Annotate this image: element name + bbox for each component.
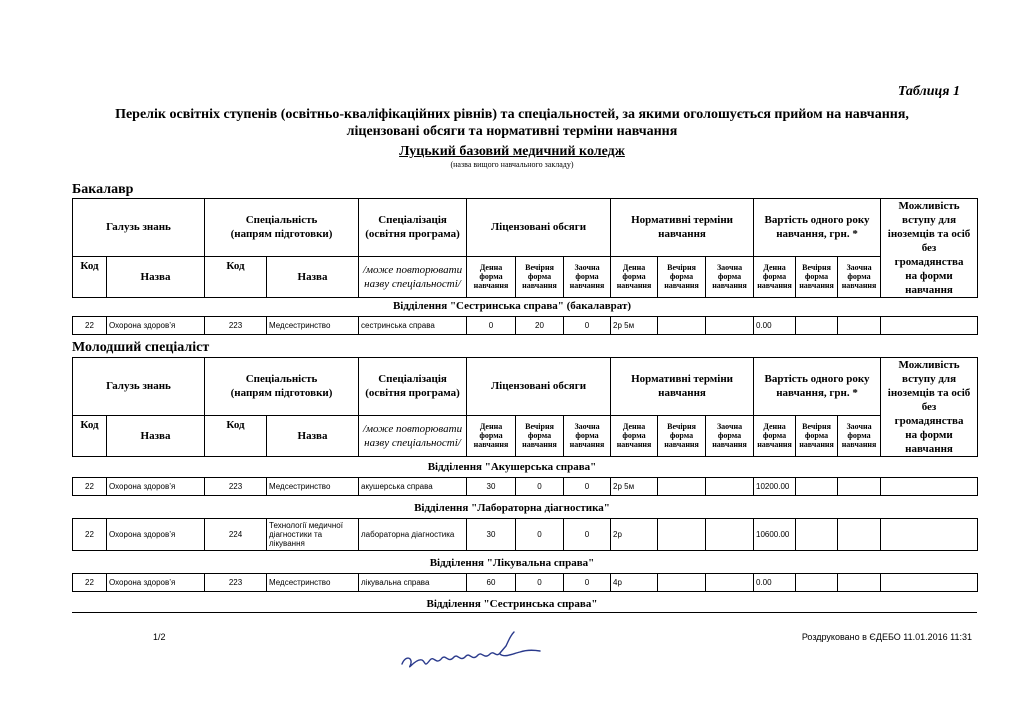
term-day: 2р bbox=[611, 519, 658, 551]
header-cost-extramural: Заочна форма навчання bbox=[838, 415, 881, 456]
specialization: сестринська справа bbox=[359, 317, 467, 335]
cost-evening bbox=[796, 478, 838, 496]
header-terms: Нормативні терміни навчання bbox=[611, 199, 754, 257]
data-table-bachelor bbox=[72, 316, 978, 335]
header-cost: Вартість одного року навчання, грн. * bbox=[754, 358, 881, 416]
department-heading-bachelor: Відділення "Сестринська справа" (бакалаврат) bbox=[392, 300, 632, 312]
department-heading-medical: Відділення "Лікувальна справа" bbox=[429, 557, 595, 569]
department-heading-lab: Відділення "Лабораторна діагностика" bbox=[414, 502, 610, 514]
header-terms-day: Денна форма навчання bbox=[611, 415, 658, 456]
header-field: Галузь знань bbox=[73, 199, 205, 257]
field-name: Охорона здоров’я bbox=[107, 519, 205, 551]
header-cost-evening: Вечірня форма навчання bbox=[796, 415, 838, 456]
cost-day: 0.00 bbox=[754, 317, 796, 335]
specialization: лікувальна справа bbox=[359, 574, 467, 592]
header-specialty-name: Назва bbox=[267, 256, 359, 297]
cost-extramural bbox=[838, 519, 881, 551]
signature bbox=[396, 628, 546, 678]
cost-extramural bbox=[838, 574, 881, 592]
cost-day: 10600.00 bbox=[754, 519, 796, 551]
licensed-extramural: 0 bbox=[564, 478, 611, 496]
print-stamp: Роздруковано в ЄДЕБО 11.01.2016 11:31 bbox=[801, 632, 972, 642]
college-name: Луцький базовий медичний коледж bbox=[399, 144, 625, 159]
licensed-day: 30 bbox=[467, 478, 516, 496]
header-specialty: Спеціальність (напрям підготовки) bbox=[205, 199, 359, 257]
header-field: Галузь знань bbox=[73, 358, 205, 416]
header-licensed: Ліцензовані обсяги bbox=[467, 358, 611, 416]
foreign-access bbox=[881, 478, 978, 496]
header-table-bachelor bbox=[72, 198, 978, 298]
field-name: Охорона здоров’я bbox=[107, 478, 205, 496]
field-code: 22 bbox=[73, 519, 107, 551]
term-evening bbox=[658, 478, 706, 496]
table-row bbox=[73, 519, 978, 551]
data-table-obstetrics bbox=[72, 477, 978, 496]
level-heading-bachelor: Бакалавр bbox=[72, 182, 134, 197]
cost-day: 10200.00 bbox=[754, 478, 796, 496]
department-heading-nursing: Відділення "Сестринська справа" bbox=[426, 598, 598, 610]
header-table-junior bbox=[72, 357, 978, 457]
cost-extramural bbox=[838, 317, 881, 335]
header-foreign: Можливість вступу для іноземців та осіб без громадянства на форми навчання bbox=[881, 358, 978, 457]
specialty-code: 223 bbox=[205, 574, 267, 592]
licensed-day: 30 bbox=[467, 519, 516, 551]
licensed-evening: 0 bbox=[516, 478, 564, 496]
term-extramural bbox=[706, 574, 754, 592]
page-number: 1/2 bbox=[153, 632, 166, 642]
header-terms-extramural: Заочна форма навчання bbox=[706, 415, 754, 456]
licensed-evening: 20 bbox=[516, 317, 564, 335]
foreign-access bbox=[881, 317, 978, 335]
level-heading-junior: Молодший спеціаліст bbox=[72, 340, 210, 355]
cost-evening bbox=[796, 317, 838, 335]
header-licensed-extramural: Заочна форма навчання bbox=[564, 256, 611, 297]
cost-evening bbox=[796, 519, 838, 551]
specialty-name: Медсестринство bbox=[267, 478, 359, 496]
header-field-name: Назва bbox=[107, 415, 205, 456]
header-terms-extramural: Заочна форма навчання bbox=[706, 256, 754, 297]
field-code: 22 bbox=[73, 317, 107, 335]
header-specialty-name: Назва bbox=[267, 415, 359, 456]
header-terms-day: Денна форма навчання bbox=[611, 256, 658, 297]
department-heading-obstetrics: Відділення "Акушерська справа" bbox=[427, 461, 597, 473]
header-specialization: Спеціалізація (освітня програма) bbox=[359, 358, 467, 416]
table-number: Таблиця 1 bbox=[897, 84, 960, 99]
header-specialty-code: Код bbox=[205, 415, 267, 456]
document-title: Перелік освітніх ступенів (освітньо-кваліфікаційних рівнів) та спеціальностей, за якими оголошується прийом на навчання, bbox=[115, 107, 909, 122]
header-cost-evening: Вечірня форма навчання bbox=[796, 256, 838, 297]
header-specialization-note: /може повторювати назву спеціальності/ bbox=[359, 415, 467, 456]
term-evening bbox=[658, 519, 706, 551]
header-field-code: Код bbox=[73, 256, 107, 297]
header-specialty-code: Код bbox=[205, 256, 267, 297]
term-extramural bbox=[706, 478, 754, 496]
term-day: 2р 5м bbox=[611, 317, 658, 335]
specialty-name: Технології медичної діагностики та лікування bbox=[267, 519, 359, 551]
specialty-name: Медсестринство bbox=[267, 317, 359, 335]
licensed-day: 0 bbox=[467, 317, 516, 335]
header-terms-evening: Вечірня форма навчання bbox=[658, 415, 706, 456]
document-title-line2: ліцензовані обсяги та нормативні терміни навчання bbox=[346, 124, 678, 139]
specialty-name: Медсестринство bbox=[267, 574, 359, 592]
cost-evening bbox=[796, 574, 838, 592]
data-table-medical bbox=[72, 573, 978, 592]
header-foreign: Можливість вступу для іноземців та осіб без громадянства на форми навчання bbox=[881, 199, 978, 298]
header-licensed-evening: Вечірня форма навчання bbox=[516, 256, 564, 297]
header-licensed-evening: Вечірня форма навчання bbox=[516, 415, 564, 456]
cost-extramural bbox=[838, 478, 881, 496]
header-terms: Нормативні терміни навчання bbox=[611, 358, 754, 416]
term-extramural bbox=[706, 317, 754, 335]
header-licensed: Ліцензовані обсяги bbox=[467, 199, 611, 257]
term-extramural bbox=[706, 519, 754, 551]
field-name: Охорона здоров’я bbox=[107, 317, 205, 335]
table-row bbox=[73, 574, 978, 592]
header-cost: Вартість одного року навчання, грн. * bbox=[754, 199, 881, 257]
header-specialty: Спеціальність (напрям підготовки) bbox=[205, 358, 359, 416]
table-divider bbox=[72, 612, 977, 613]
field-name: Охорона здоров’я bbox=[107, 574, 205, 592]
licensed-evening: 0 bbox=[516, 519, 564, 551]
specialization: акушерська справа bbox=[359, 478, 467, 496]
field-code: 22 bbox=[73, 574, 107, 592]
licensed-evening: 0 bbox=[516, 574, 564, 592]
table-row bbox=[73, 317, 978, 335]
term-evening bbox=[658, 317, 706, 335]
header-terms-evening: Вечірня форма навчання bbox=[658, 256, 706, 297]
specialty-code: 224 bbox=[205, 519, 267, 551]
licensed-extramural: 0 bbox=[564, 574, 611, 592]
header-cost-day: Денна форма навчання bbox=[754, 415, 796, 456]
header-cost-day: Денна форма навчання bbox=[754, 256, 796, 297]
header-licensed-extramural: Заочна форма навчання bbox=[564, 415, 611, 456]
specialization: лабораторна діагностика bbox=[359, 519, 467, 551]
header-licensed-day: Денна форма навчання bbox=[467, 415, 516, 456]
term-evening bbox=[658, 574, 706, 592]
specialty-code: 223 bbox=[205, 317, 267, 335]
foreign-access bbox=[881, 574, 978, 592]
term-day: 2р 5м bbox=[611, 478, 658, 496]
header-specialization: Спеціалізація (освітня програма) bbox=[359, 199, 467, 257]
header-cost-extramural: Заочна форма навчання bbox=[838, 256, 881, 297]
header-field-name: Назва bbox=[107, 256, 205, 297]
table-row bbox=[73, 478, 978, 496]
data-table-lab bbox=[72, 518, 978, 551]
licensed-day: 60 bbox=[467, 574, 516, 592]
college-caption: (назва вищого навчального закладу) bbox=[450, 160, 574, 169]
header-field-code: Код bbox=[73, 415, 107, 456]
header-licensed-day: Денна форма навчання bbox=[467, 256, 516, 297]
specialty-code: 223 bbox=[205, 478, 267, 496]
licensed-extramural: 0 bbox=[564, 317, 611, 335]
licensed-extramural: 0 bbox=[564, 519, 611, 551]
foreign-access bbox=[881, 519, 978, 551]
term-day: 4р bbox=[611, 574, 658, 592]
field-code: 22 bbox=[73, 478, 107, 496]
header-specialization-note: /може повторювати назву спеціальності/ bbox=[359, 256, 467, 297]
cost-day: 0.00 bbox=[754, 574, 796, 592]
